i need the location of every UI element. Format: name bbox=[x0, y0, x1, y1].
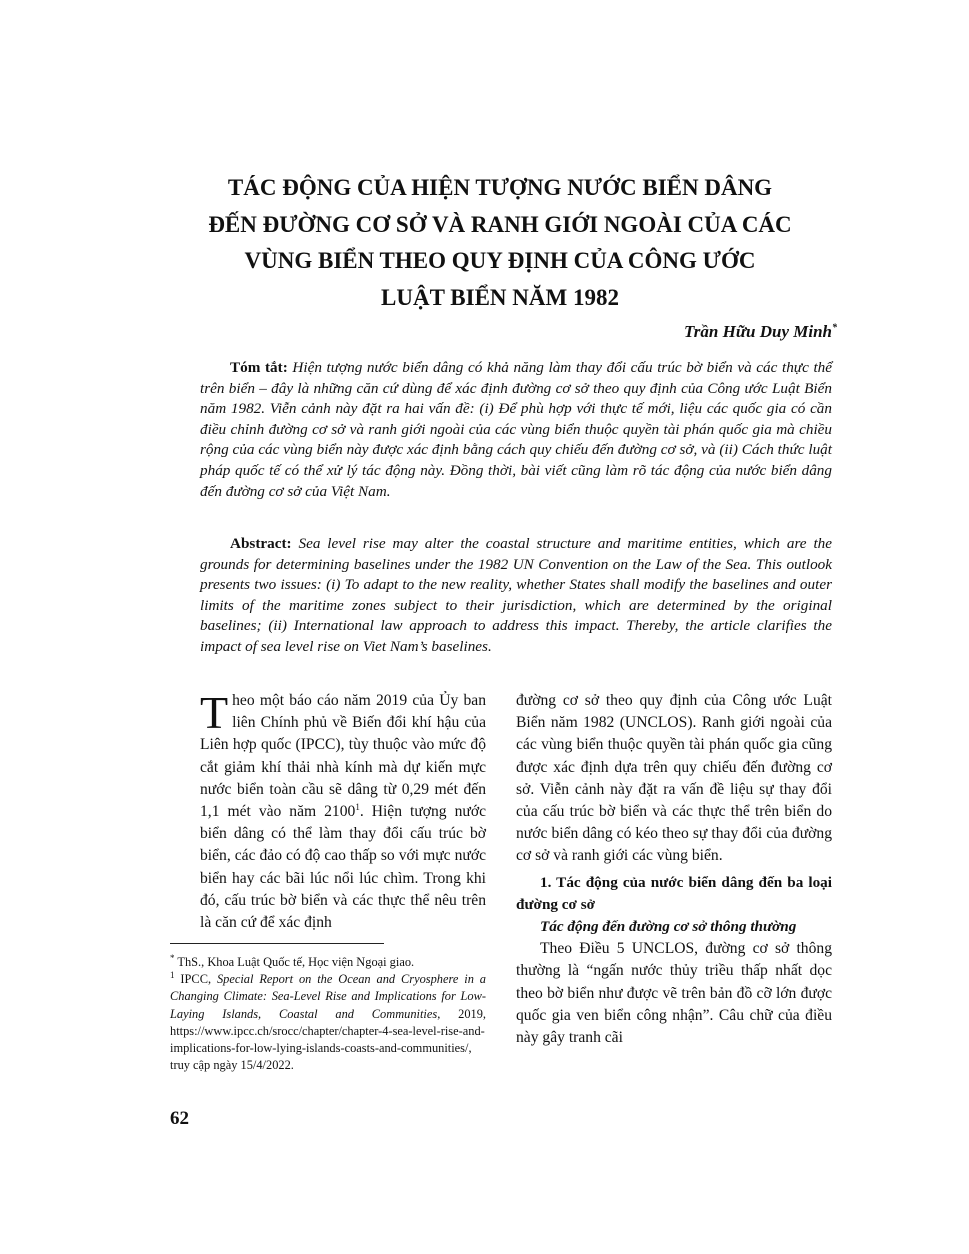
title-line-2: ĐẾN ĐƯỜNG CƠ SỞ VÀ RANH GIỚI NGOÀI CỦA CÁC bbox=[208, 211, 792, 237]
body-right-paragraph-1: đường cơ sở theo quy định của Công ước Luật Biển năm 1982 (UNCLOS). Ranh giới ngoài của các vùng biển thuộc quyền tài phán quốc gia cũng được xác định dựa trên quy chiếu đến đường cơ sở. Viễn cảnh này đặt ra vấn đề liệu sự thay đổi của cấu trúc bờ biển và các thực thể trên biển do nước biển dâng có kéo theo sự thay đổi của đường cơ sở và ranh giới các vùng biển. bbox=[516, 692, 832, 865]
footnote-ref-1: 1 bbox=[355, 801, 360, 812]
abstract-vi-text: Hiện tượng nước biển dâng có khả năng làm thay đổi cấu trúc bờ biển và các thực thể trên biển – đây là những căn cứ dùng để xác định đường cơ sở theo quy định của Công ước Luật Biển năm 1982. Viễn cảnh này đặt ra hai vấn đề: (i) Để phù hợp với thực tế mới, liệu các quốc gia có cần điều chỉnh đường cơ sở và ranh giới ngoài của các vùng biển thuộc quyền tài phán quốc gia mà chiều rộng của các vùng biển này được xác định bằng cách quy chiếu đến đường cơ sở, và (ii) Cách thức luật pháp quốc tế có thể xử lý tác động này. Đồng thời, bài viết cũng làm rõ tác động của nước biển dâng đến đường cơ sở của Việt Nam. bbox=[200, 359, 832, 500]
section-heading: 1. Tác động của nước biển dâng đến ba loại đường cơ sở bbox=[516, 873, 832, 913]
footnote-1-mark: 1 bbox=[170, 970, 175, 981]
abstract-en-text: Sea level rise may alter the coastal structure and maritime entities, which are the grounds for determining baselines under the 1982 UN Convention on the Law of the Sea. This outlook presents two issues: (i) To adapt to the new reality, whether States shall modify the baselines and outer limits of the maritime zones subject to their jurisdiction, which are determined by the original baselines; (ii) International law approach to address this impact. Thereby, the article clarifies the impact of sea level rise on Viet Nam’s baselines. bbox=[200, 535, 833, 655]
abstract-vietnamese bbox=[200, 358, 832, 502]
title-line-4: LUẬT BIỂN NĂM 1982 bbox=[381, 284, 619, 310]
abstract-english bbox=[200, 534, 832, 658]
section-subheading: Tác động đến đường cơ sở thông thường bbox=[540, 918, 797, 936]
abstract-vi-label: Tóm tắt: bbox=[230, 359, 288, 376]
footnote-star-mark: * bbox=[170, 952, 175, 963]
abstract-en-label: Abstract: bbox=[230, 535, 292, 552]
footnote-1-org: IPCC, bbox=[180, 972, 217, 987]
body-column-left bbox=[200, 687, 486, 934]
body-right-paragraph-2: Theo Điều 5 UNCLOS, đường cơ sở thông thường là “ngấn nước thủy triều thấp nhất dọc theo bờ biển như được vẽ trên bản đồ cỡ lớn được quốc gia ven biển công nhận”. Câu chữ của điều này gây tranh cãi bbox=[516, 940, 832, 1047]
footnote-1-title: Special Report on the Ocean and Cryosphere in a Changing Climate: Sea-Level Rise and Implications for Low-Laying Islands, Coastal and Communities bbox=[170, 972, 486, 1021]
body-column-right bbox=[516, 690, 832, 1049]
footnote-star-text: ThS., Khoa Luật Quốc tế, Học viện Ngoại giao. bbox=[177, 955, 415, 969]
footnotes bbox=[170, 954, 486, 1074]
author bbox=[684, 322, 837, 342]
title-line-3: VÙNG BIỂN THEO QUY ĐỊNH CỦA CÔNG ƯỚC bbox=[244, 248, 756, 273]
footnote-author bbox=[170, 954, 486, 971]
footnote-divider bbox=[170, 943, 384, 944]
author-footnote-mark: * bbox=[832, 322, 837, 334]
footnote-1 bbox=[170, 971, 486, 1074]
body-left-text-2: . Hiện tượng nước biển dâng có thể làm thay đổi cấu trúc bờ biển, các đảo có độ cao thấp so với mực nước biển hay các bãi lúc nổi lúc chìm. Trong khi đó, cấu trúc bờ biển và các thực thể nêu trên là căn cứ để xác định bbox=[200, 803, 486, 932]
page-number: 62 bbox=[170, 1108, 189, 1129]
title-line-1: TÁC ĐỘNG CỦA HIỆN TƯỢNG NƯỚC BIỂN DÂNG bbox=[227, 175, 773, 200]
footnote-1-rest: , 2019, https://www.ipcc.ch/srocc/chapter/chapter-4-sea-level-rise-and-implications-for-low-lying-islands-coasts-and-communities/, truy cập ngày 15/4/2022. bbox=[170, 1006, 486, 1073]
author-name: Trần Hữu Duy Minh bbox=[684, 322, 832, 341]
body-left-text-1: heo một báo cáo năm 2019 của Ủy ban liên Chính phủ về Biến đổi khí hậu của Liên hợp quốc (IPCC), tùy thuộc vào mức độ cắt giảm khí thải nhà kính mà dự kiến mực nước biển toàn cầu sẽ dâng từ 0,29 mét đến 1,1 mét vào năm 2100 bbox=[200, 692, 486, 821]
article-title bbox=[120, 170, 880, 316]
body-left-paragraph bbox=[200, 687, 486, 934]
drop-cap: T bbox=[200, 687, 229, 738]
